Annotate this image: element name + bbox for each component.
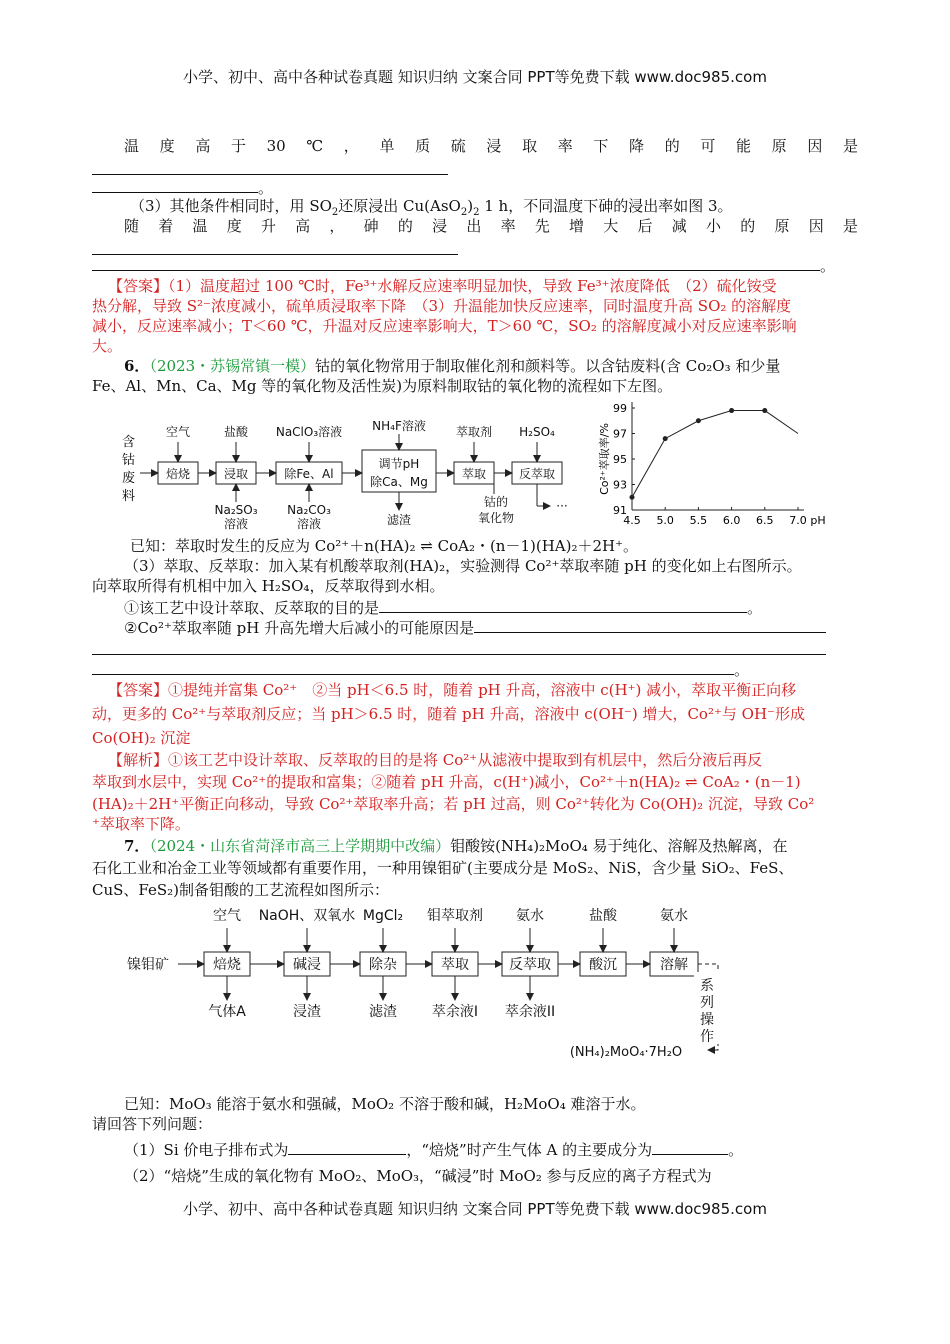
word: 温 (124, 137, 140, 155)
q6-feed-char: 含 (122, 435, 136, 450)
word: 浸 (486, 137, 502, 155)
q6-answer-line1: 【答案】①提纯并富集 Co²⁺ ②当 pH＜6.5 时，随着 pH 升高，溶液中 c(H⁺) 减小，萃取平衡正向移 (108, 681, 797, 699)
word: 率 (557, 137, 573, 155)
co-extraction-chart (598, 398, 830, 538)
svg-text:料: 料 (122, 489, 136, 504)
data-point (663, 436, 668, 441)
word: 增 (569, 217, 585, 235)
flow-label: 萃余液I (431, 1004, 479, 1020)
flow-label: 滤渣 (369, 1004, 397, 1020)
answer-blank[interactable]: 。 (92, 178, 858, 199)
q7-side-char: 作 (700, 1029, 714, 1045)
word: 的 (740, 217, 756, 235)
word: 高 (195, 137, 211, 155)
flow-label: ··· (556, 499, 568, 513)
word: 砷 (363, 217, 379, 235)
word: 高 (295, 217, 311, 235)
q7-known: 已知：MoO₃ 能溶于氨水和强碱，MoO₂ 不溶于酸和碱，H₂MoO₄ 难溶于水。 (124, 1095, 646, 1113)
word: 可 (700, 137, 716, 155)
q7-side-char: 列 (700, 995, 714, 1011)
word: 着 (158, 217, 174, 235)
y-axis-label: Co²⁺萃取率/% (598, 423, 611, 495)
word: 质 (415, 137, 431, 155)
q6-analysis-line1: 【解析】①该工艺中设计萃取、反萃取的目的是将 Co²⁺从滤液中提取到有机层中，然后分液后再反 (108, 751, 763, 769)
flow-label: 萃取 (461, 467, 487, 481)
q7-product: (NH₄)₂MoO₄·7H₂O (569, 1045, 683, 1060)
series-line (632, 411, 798, 498)
word: 原 (771, 137, 787, 155)
word: 减 (671, 217, 687, 235)
word: 度 (159, 137, 175, 155)
answer-blank[interactable] (652, 1140, 728, 1155)
flow-label: 焙烧 (213, 957, 241, 973)
q5-line1 (124, 136, 858, 157)
flow-label: 萃取 (441, 957, 469, 973)
svg-text:钴: 钴 (122, 453, 136, 468)
flow-label: 氨水 (516, 908, 544, 924)
q7-side-char: 系 (700, 978, 714, 994)
q7-source: （2024・山东省菏泽市高三上学期期中改编） (149, 837, 451, 855)
flow-label: 除Fe、Al (284, 467, 334, 481)
flow-label: 除杂 (369, 957, 397, 973)
word: 浸 (432, 217, 448, 235)
flow-label: 盐酸 (223, 425, 249, 439)
flow-label: 萃取剂 (455, 425, 493, 439)
q6-source: （2023・苏锡常镇一模） (149, 357, 316, 375)
word: 降 (629, 137, 645, 155)
x-tick-label: 4.5 (623, 514, 641, 527)
q6-question1: ①该工艺中设计萃取、反萃取的目的是 。 (124, 599, 763, 617)
y-tick-label: 99 (613, 402, 627, 415)
word: ， (329, 217, 345, 235)
word: 温 (192, 217, 208, 235)
flow-label: 酸沉 (589, 957, 617, 973)
word: 是 (842, 217, 858, 235)
q5-answer-line2: 热分解，导致 S²⁻浓度减小，硫单质浸取率下降 （3）升温能加快反应速率，同时温度升高 SO₂ 的溶解度 (92, 297, 792, 315)
word: 硫 (450, 137, 466, 155)
word: 的 (397, 217, 413, 235)
svg-text:废: 废 (122, 471, 136, 486)
flow-label: 滤渣 (386, 513, 412, 527)
flow-label: 氨水 (660, 908, 688, 924)
word: ， (343, 137, 359, 155)
word: 原 (774, 217, 790, 235)
word: 升 (260, 217, 276, 235)
q6-answer-line2: 动，更多的 Co²⁺与萃取剂反应；当 pH＞6.5 时，随着 pH 升高，溶液中 c(OH⁻) 增大，Co²⁺与 OH⁻形成 (92, 705, 805, 723)
flow-label: 浸渣 (293, 1004, 321, 1020)
flow-label: 浸取 (223, 467, 249, 481)
word: 因 (808, 217, 824, 235)
q6-known: 已知：萃取时发生的反应为 Co²⁺＋n(HA)₂ ⇌ CoA₂・(n－1)(HA)₂＋2H⁺。 (130, 537, 639, 555)
q6-part3-line2: 向萃取所得有机相中加入 H₂SO₄，反萃取得到水相。 (92, 577, 445, 595)
flow-label: NH₄F溶液 (372, 419, 426, 433)
word: 出 (466, 217, 482, 235)
q7-part2: （2）“焙烧”生成的氧化物有 MoO₂、MoO₃，“碱浸”时 MoO₂ 参与反应的离子方程式为 (124, 1167, 712, 1185)
flow-label: 溶解 (660, 957, 688, 973)
q6-question2: ②Co²⁺萃取率随 pH 升高先增大后减小的可能原因是 (124, 618, 890, 639)
q6-step-label: 焙烧 (165, 467, 191, 481)
flow-label: 氧化物 (477, 511, 515, 525)
data-point (729, 408, 734, 413)
x-tick-label: 6.0 (722, 514, 741, 527)
answer-blank[interactable] (92, 640, 858, 661)
word: 先 (534, 217, 550, 235)
word: 30 (266, 137, 286, 155)
word: 大 (603, 217, 619, 235)
q5-answer-line4: 大。 (92, 337, 123, 355)
q7-ask: 请回答下列问题： (92, 1115, 213, 1133)
flow-label: 钴的 (483, 495, 509, 509)
flow-label: 空气 (165, 425, 191, 439)
flow-label: 溶液 (296, 517, 322, 531)
q5-part3: （3）其他条件相同时，用 $SO_2$还原浸出 $Cu(AsO_2)_2$ 1 h，不同温度下砷的浸出率如图 3。 (130, 197, 733, 218)
flow-label: 除Ca、Mg (370, 475, 428, 489)
y-tick-label: 97 (613, 427, 627, 441)
flow-label: 钼萃取剂 (427, 908, 483, 924)
q6-stem-line1: 6．（2023・苏锡常镇一模）钴的氧化物常用于制取催化剂和颜料等。以含钴废料(含 Co₂O₃ 和少量 (124, 357, 781, 375)
word: 后 (637, 217, 653, 235)
flow-label: 调节pH (378, 457, 420, 471)
word: 是 (842, 137, 858, 155)
flow-label: 反萃取 (509, 957, 551, 973)
flow-label: Na₂CO₃ (287, 503, 331, 517)
q5-answer-line3: 减小，反应速率减小；T＜60 ℃，升温对反应速率影响大，T＞60 ℃，SO₂ 的溶解度减小对反应速率影响 (92, 317, 797, 335)
q6-analysis-line2: 萃取到水层中，实现 Co²⁺的提取和富集；②随着 pH 升高，c(H⁺)减小，Co²⁺＋n(HA)₂ ⇌ CoA₂・(n－1) (92, 773, 801, 791)
flow-label: NaClO₃溶液 (275, 425, 343, 439)
word: 于 (230, 137, 246, 155)
q7-stem-line1: 7．（2024・山东省菏泽市高三上学期期中改编）钼酸铵(NH₄)₂MoO₄ 易于纯化、溶解及热解离，在 (124, 837, 788, 855)
q6-feed-label (122, 435, 135, 504)
q7-part1: （1）Si 价电子排布式为 ，“焙烧”时产生气体 A 的主要成分为 。 (124, 1141, 744, 1159)
word: 度 (226, 217, 242, 235)
q7-stem-line3: CuS、FeS₂)制备钼酸的工艺流程如图所示： (92, 881, 390, 899)
flow-label: 气体A (208, 1004, 246, 1020)
y-tick-label: 93 (613, 478, 627, 492)
flow-label: 萃余液II (504, 1004, 556, 1020)
q6-flow-diagram (110, 402, 570, 532)
flow-label: MgCl₂ (362, 908, 404, 924)
answer-blank[interactable] (288, 1140, 406, 1155)
q6-analysis-line4: ⁺萃取率下降。 (92, 815, 190, 833)
word: 取 (522, 137, 538, 155)
q7-side-label (700, 978, 714, 1045)
word: 率 (500, 217, 516, 235)
word: 随 (124, 217, 140, 235)
x-tick-label: 5.0 (656, 514, 674, 527)
answer-blank[interactable] (474, 618, 826, 633)
answer-blank[interactable]: 。 (92, 660, 858, 681)
y-tick-label: 91 (613, 504, 627, 517)
flow-label: 反萃取 (518, 467, 556, 481)
x-axis-label: pH (810, 514, 826, 527)
q6-answer-line3: Co(OH)₂ 沉淀 (92, 729, 191, 747)
flow-label: Na₂SO₃ (214, 503, 258, 517)
x-tick-label: 6.5 (756, 514, 774, 527)
data-point (762, 408, 767, 413)
q7-feed-label: 镍钼矿 (127, 957, 169, 973)
q7-stem-line2: 石化工业和冶金工业等领域都有重要作用，一种用镍钼矿(主要成分是 MoS₂、NiS，含少量 SiO₂、FeS、 (92, 859, 794, 877)
answer-blank[interactable] (379, 598, 747, 613)
q5-part3-question (124, 216, 858, 237)
word: ℃ (306, 137, 324, 155)
data-point (696, 418, 701, 423)
word: 单 (379, 137, 395, 155)
q6-analysis-line3: (HA)₂＋2H⁺平衡正向移动，导致 Co²⁺萃取率升高；若 pH 过高，则 Co²⁺转化为 Co(OH)₂ 沉淀，导致 Co² (92, 795, 815, 813)
data-point (630, 495, 635, 500)
q7-side-char: 操 (700, 1012, 714, 1028)
q6-part3-line1: （3）萃取、反萃取：加入某有机酸萃取剂(HA)₂，实验测得 Co²⁺萃取率随 pH 的变化如上右图所示。 (124, 557, 802, 575)
q7-flow-diagram (120, 900, 740, 1060)
page-header: 小学、初中、高中各种试卷真题 知识归纳 文案合同 PPT等免费下载 www.doc985.com (183, 68, 767, 86)
flow-label: H₂SO₄ (519, 425, 555, 439)
flow-label: 空气 (213, 908, 241, 924)
word: 的 (664, 137, 680, 155)
flow-label: NaOH、双氧水 (258, 908, 356, 924)
word: 能 (736, 137, 752, 155)
y-tick-label: 95 (613, 453, 627, 466)
flow-label: 碱浸 (293, 957, 321, 973)
flow-label: 溶液 (223, 517, 249, 531)
q6-stem-line2: Fe、Al、Mn、Ca、Mg 等的氧化物及活性炭)为原料制取钴的氧化物的流程如下左图。 (92, 377, 673, 395)
word: 下 (593, 137, 609, 155)
word: 小 (705, 217, 721, 235)
q5-answer-line1: 【答案】（1）温度超过 100 ℃时，Fe³⁺水解反应速率明显加快，导致 Fe³⁺浓度降低 （2）硫化铵受 (108, 277, 777, 295)
x-tick-label: 5.5 (689, 514, 708, 527)
word: 因 (807, 137, 823, 155)
page-footer: 小学、初中、高中各种试卷真题 知识归纳 文案合同 PPT等免费下载 www.doc985.com (183, 1200, 767, 1218)
answer-blank[interactable]: 。 (92, 256, 858, 277)
flow-label: 盐酸 (589, 908, 617, 924)
x-tick-label: 7.0 (789, 514, 807, 527)
